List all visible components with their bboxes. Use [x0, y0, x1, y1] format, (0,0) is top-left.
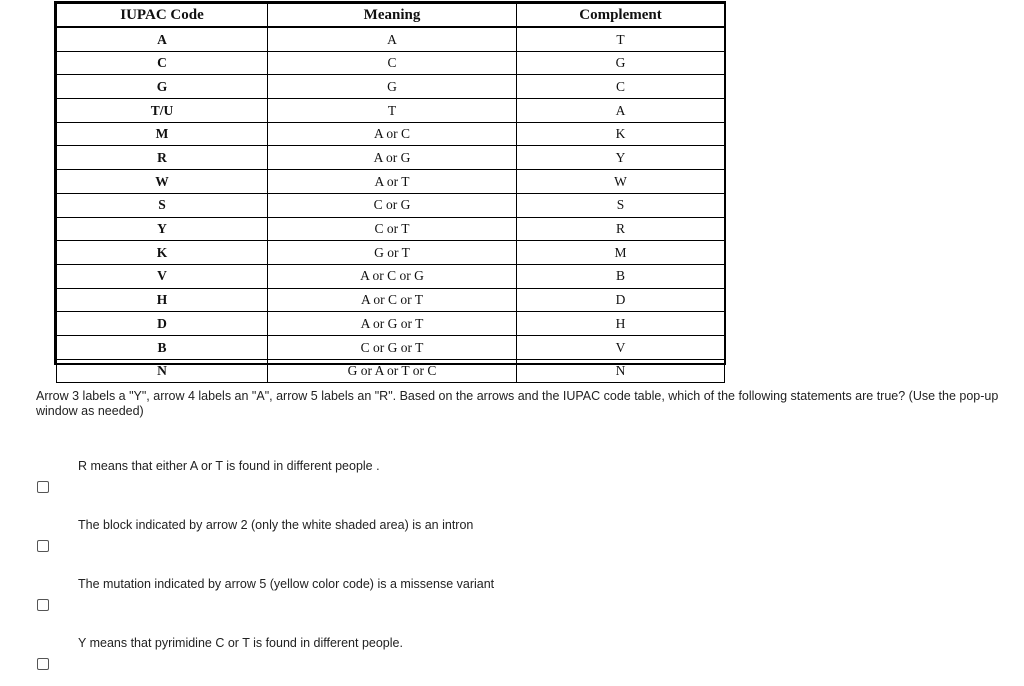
cell-complement: B: [517, 264, 725, 288]
table-row: [57, 264, 725, 288]
cell-code: K: [57, 241, 268, 265]
option-3-checkbox[interactable]: [37, 599, 49, 611]
cell-code: D: [57, 312, 268, 336]
cell-code: C: [57, 51, 268, 75]
cell-code: N: [57, 359, 268, 383]
header-meaning: Meaning: [268, 4, 517, 28]
cell-code: H: [57, 288, 268, 312]
cell-meaning: C or G: [268, 193, 517, 217]
cell-complement: C: [517, 75, 725, 99]
option-2-label: The block indicated by arrow 2 (only the white shaded area) is an intron: [78, 518, 474, 532]
cell-meaning: A or C or T: [268, 288, 517, 312]
cell-complement: M: [517, 241, 725, 265]
cell-code: R: [57, 146, 268, 170]
cell-code: M: [57, 122, 268, 146]
option-4-checkbox[interactable]: [37, 658, 49, 670]
table-row: [57, 122, 725, 146]
option-3-label: The mutation indicated by arrow 5 (yellow color code) is a missense variant: [78, 577, 495, 591]
cell-meaning: G: [268, 75, 517, 99]
cell-code: V: [57, 264, 268, 288]
iupac-table-container: [54, 1, 726, 379]
cell-meaning: C or G or T: [268, 335, 517, 359]
cell-code: G: [57, 75, 268, 99]
cell-complement: Y: [517, 146, 725, 170]
table-row: [57, 193, 725, 217]
cell-code: S: [57, 193, 268, 217]
cell-code: B: [57, 335, 268, 359]
option-1-checkbox[interactable]: [37, 481, 49, 493]
cell-complement: G: [517, 51, 725, 75]
cell-complement: V: [517, 335, 725, 359]
question-text: Arrow 3 labels a "Y", arrow 4 labels an "A", arrow 5 labels an "R". Based on the arrows and the IUPAC code table, which of the following statements are true? (Use the pop-up window as needed): [36, 389, 999, 418]
table-header-row: [57, 4, 725, 28]
cell-meaning: C or T: [268, 217, 517, 241]
cell-meaning: C: [268, 51, 517, 75]
cell-code: W: [57, 170, 268, 194]
table-row: [57, 241, 725, 265]
table-row: [57, 312, 725, 336]
cell-complement: T: [517, 27, 725, 51]
cell-meaning: G or A or T or C: [268, 359, 517, 383]
cell-meaning: T: [268, 99, 517, 123]
table-row: [57, 170, 725, 194]
table-row: [57, 99, 725, 123]
cell-meaning: A or G or T: [268, 312, 517, 336]
cell-complement: N: [517, 359, 725, 383]
cell-complement: K: [517, 122, 725, 146]
cell-meaning: A or T: [268, 170, 517, 194]
cell-meaning: A: [268, 27, 517, 51]
cell-complement: R: [517, 217, 725, 241]
header-iupac-code: IUPAC Code: [57, 4, 268, 28]
cell-complement: W: [517, 170, 725, 194]
table-row: [57, 146, 725, 170]
table-row: [57, 75, 725, 99]
cell-complement: H: [517, 312, 725, 336]
option-4-label: Y means that pyrimidine C or T is found in different people.: [78, 636, 403, 650]
cell-code: Y: [57, 217, 268, 241]
cell-code: T/U: [57, 99, 268, 123]
option-2-checkbox[interactable]: [37, 540, 49, 552]
cell-complement: S: [517, 193, 725, 217]
table-row: [57, 51, 725, 75]
table-row: [57, 217, 725, 241]
cell-meaning: A or C or G: [268, 264, 517, 288]
cell-meaning: A or G: [268, 146, 517, 170]
table-row: [57, 27, 725, 51]
option-1-label: R means that either A or T is found in different people .: [78, 459, 380, 473]
table-row: [57, 359, 725, 383]
cell-complement: A: [517, 99, 725, 123]
cell-code: A: [57, 27, 268, 51]
cell-meaning: A or C: [268, 122, 517, 146]
table-row: [57, 335, 725, 359]
table-row: [57, 288, 725, 312]
iupac-code-table: [56, 3, 725, 383]
cell-complement: D: [517, 288, 725, 312]
cell-meaning: G or T: [268, 241, 517, 265]
header-complement: Complement: [517, 4, 725, 28]
